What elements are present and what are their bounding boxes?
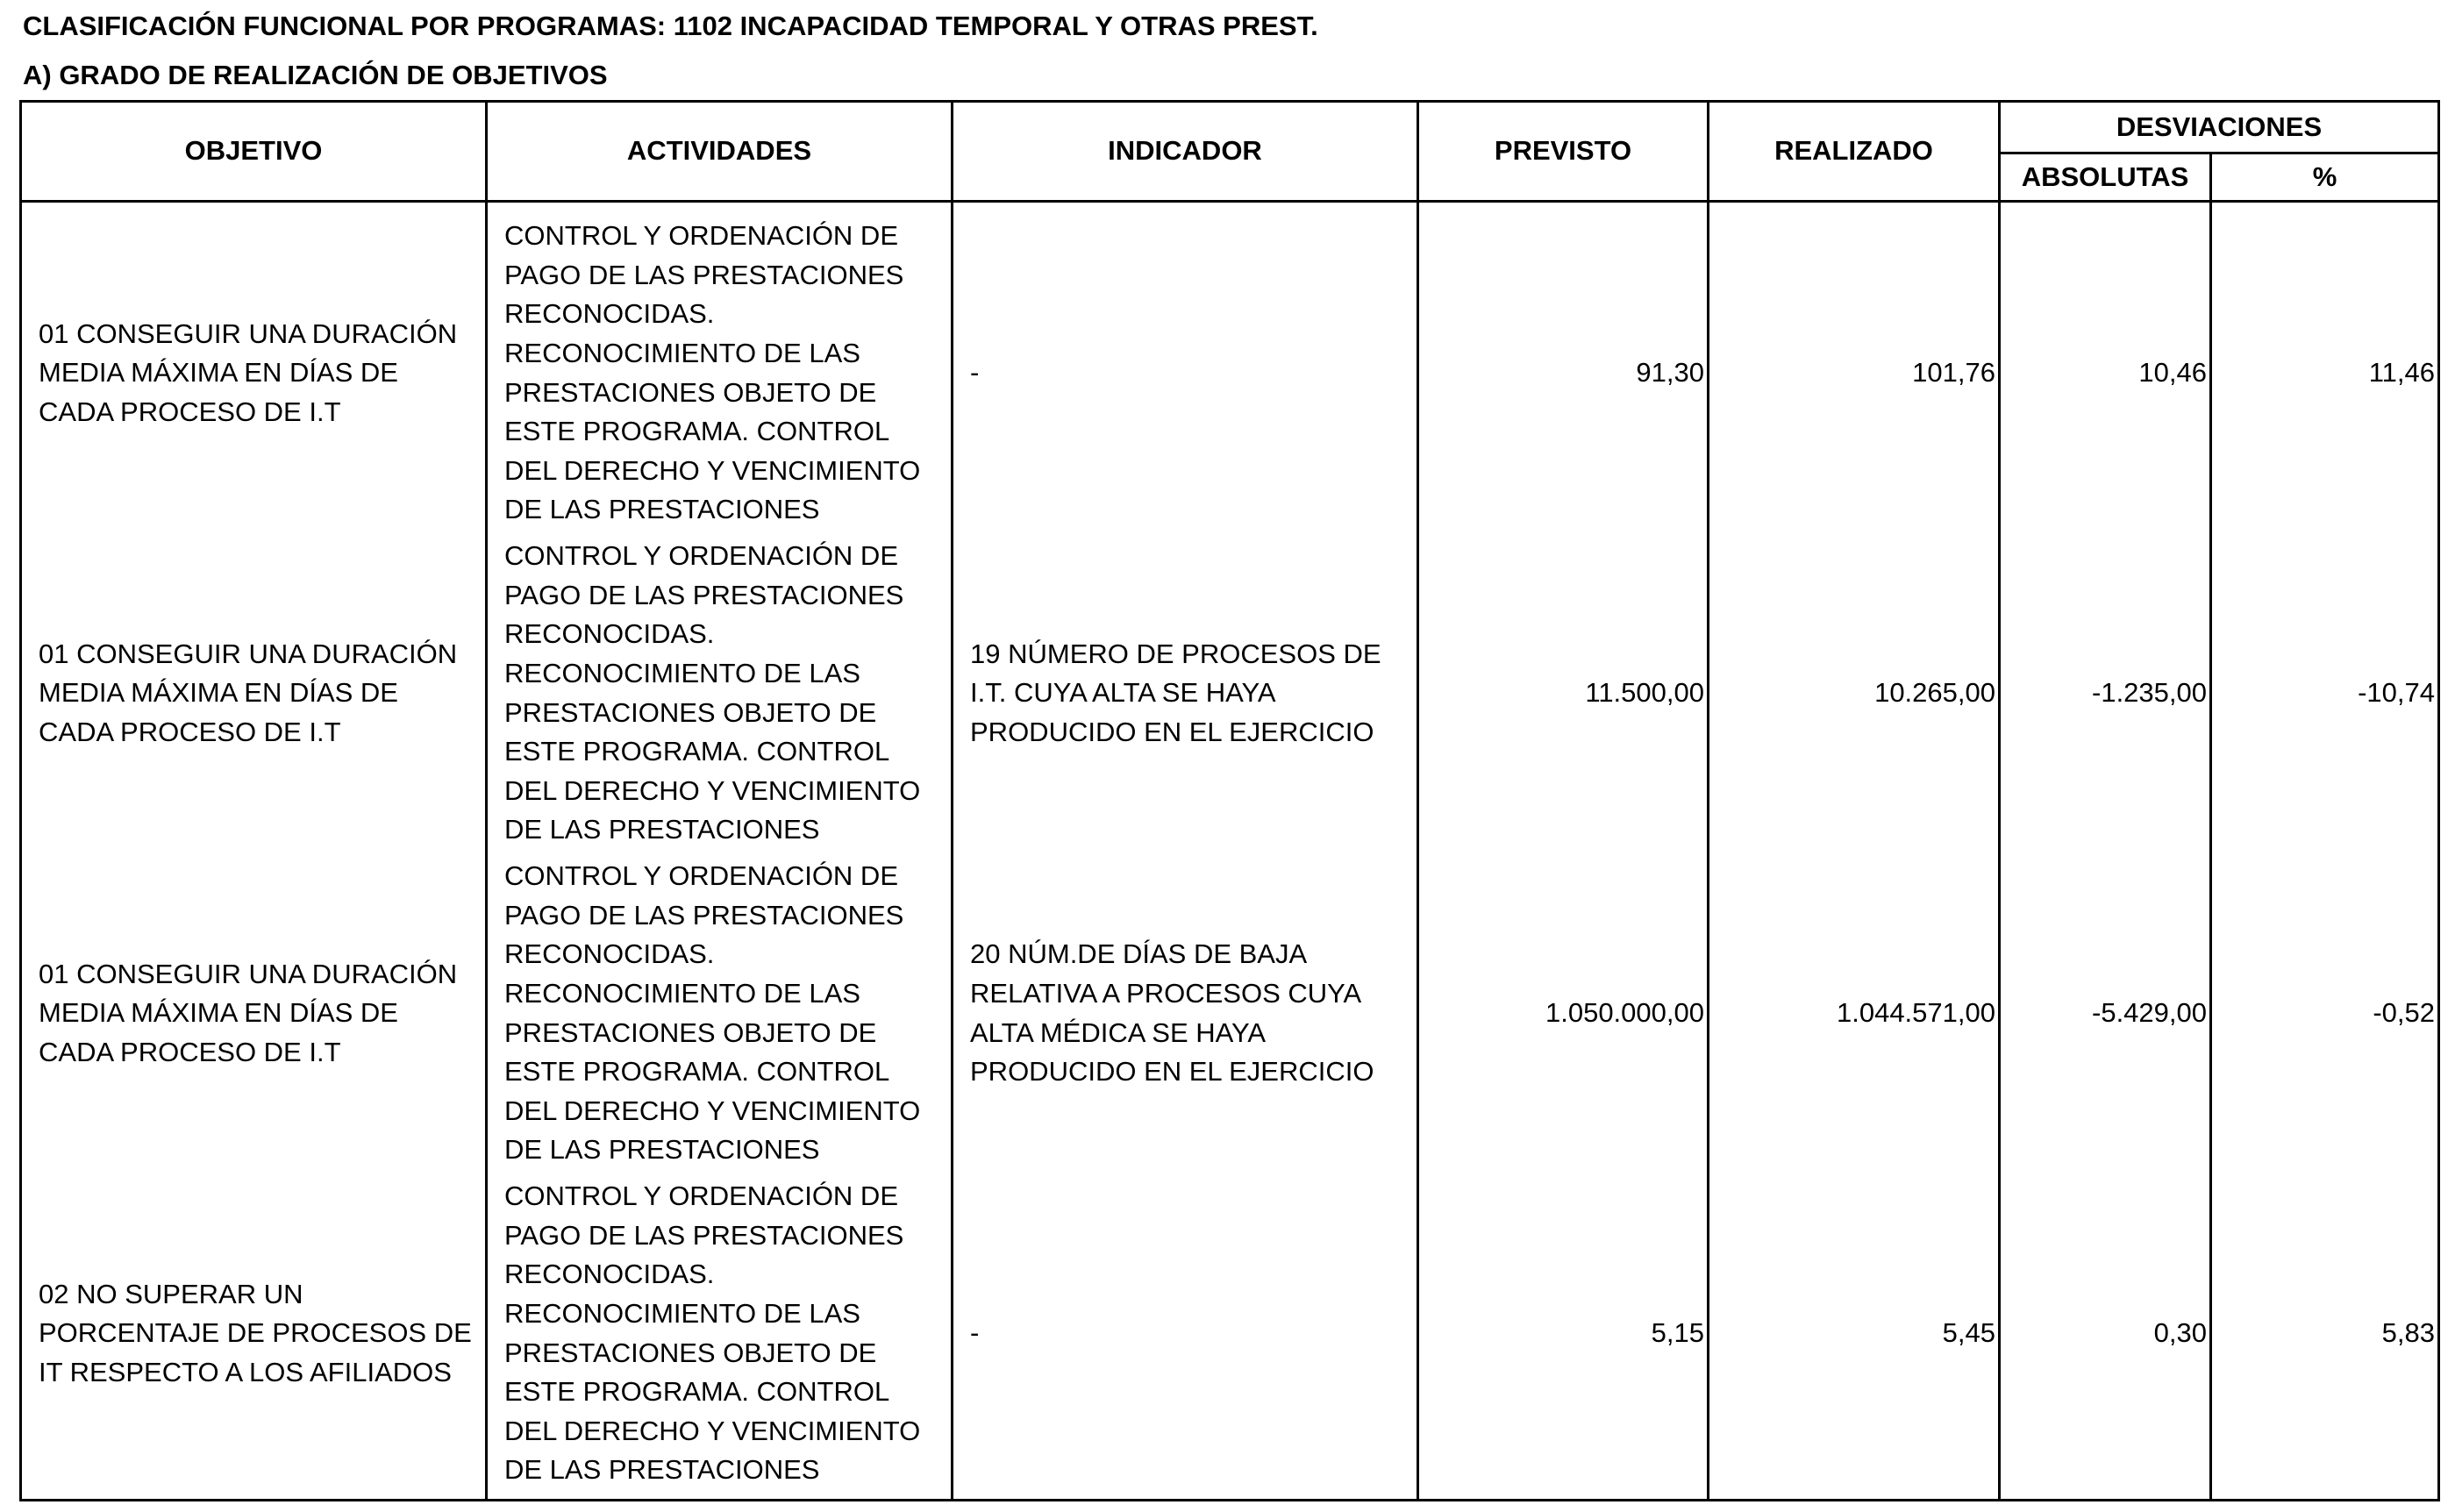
cell-previsto: 1.050.000,00 bbox=[1418, 853, 1709, 1173]
table-row bbox=[21, 533, 2439, 853]
cell-absolutas: -5.429,00 bbox=[2000, 853, 2211, 1173]
cell-indicador: - bbox=[953, 1173, 1418, 1501]
cell-porcentaje: 11,46 bbox=[2211, 202, 2439, 534]
cell-indicador: - bbox=[953, 202, 1418, 534]
cell-previsto: 11.500,00 bbox=[1418, 533, 1709, 853]
cell-realizado: 1.044.571,00 bbox=[1709, 853, 2000, 1173]
header-indicador: INDICADOR bbox=[953, 102, 1418, 202]
cell-indicador: 19 NÚMERO DE PROCESOS DE I.T. CUYA ALTA SE HAYA PRODUCIDO EN EL EJERCICIO bbox=[953, 533, 1418, 853]
cell-previsto: 5,15 bbox=[1418, 1173, 1709, 1501]
header-porcentaje: % bbox=[2211, 153, 2439, 202]
cell-objetivo: 01 CONSEGUIR UNA DURACIÓN MEDIA MÁXIMA EN DÍAS DE CADA PROCESO DE I.T bbox=[21, 533, 487, 853]
table-row bbox=[21, 853, 2439, 1173]
cell-objetivo: 02 NO SUPERAR UN PORCENTAJE DE PROCESOS DE IT RESPECTO A LOS AFILIADOS bbox=[21, 1173, 487, 1501]
cell-actividades: CONTROL Y ORDENACIÓN DE PAGO DE LAS PRESTACIONES RECONOCIDAS. RECONOCIMIENTO DE LAS PRESTACIONES OBJETO DE ESTE PROGRAMA. CONTROL DEL DERECHO Y VENCIMIENTO DE LAS PRESTACIONES bbox=[487, 853, 953, 1173]
header-objetivo: OBJETIVO bbox=[21, 102, 487, 202]
cell-absolutas: 10,46 bbox=[2000, 202, 2211, 534]
document-title: CLASIFICACIÓN FUNCIONAL POR PROGRAMAS: 1102 INCAPACIDAD TEMPORAL Y OTRAS PREST. bbox=[23, 11, 1318, 41]
table-row bbox=[21, 1173, 2439, 1501]
cell-objetivo: 01 CONSEGUIR UNA DURACIÓN MEDIA MÁXIMA EN DÍAS DE CADA PROCESO DE I.T bbox=[21, 853, 487, 1173]
cell-actividades: CONTROL Y ORDENACIÓN DE PAGO DE LAS PRESTACIONES RECONOCIDAS. RECONOCIMIENTO DE LAS PRESTACIONES OBJETO DE ESTE PROGRAMA. CONTROL DEL DERECHO Y VENCIMIENTO DE LAS PRESTACIONES bbox=[487, 202, 953, 534]
header-actividades: ACTIVIDADES bbox=[487, 102, 953, 202]
header-absolutas: ABSOLUTAS bbox=[2000, 153, 2211, 202]
cell-porcentaje: -10,74 bbox=[2211, 533, 2439, 853]
header-previsto: PREVISTO bbox=[1418, 102, 1709, 202]
cell-actividades: CONTROL Y ORDENACIÓN DE PAGO DE LAS PRESTACIONES RECONOCIDAS. RECONOCIMIENTO DE LAS PRESTACIONES OBJETO DE ESTE PROGRAMA. CONTROL DEL DERECHO Y VENCIMIENTO DE LAS PRESTACIONES bbox=[487, 533, 953, 853]
header-row bbox=[21, 102, 2439, 153]
cell-objetivo: 01 CONSEGUIR UNA DURACIÓN MEDIA MÁXIMA EN DÍAS DE CADA PROCESO DE I.T bbox=[21, 202, 487, 534]
cell-realizado: 10.265,00 bbox=[1709, 533, 2000, 853]
cell-realizado: 101,76 bbox=[1709, 202, 2000, 534]
cell-previsto: 91,30 bbox=[1418, 202, 1709, 534]
section-title: A) GRADO DE REALIZACIÓN DE OBJETIVOS bbox=[23, 60, 608, 90]
cell-porcentaje: 5,83 bbox=[2211, 1173, 2439, 1501]
objectives-table bbox=[19, 100, 2440, 1501]
header-realizado: REALIZADO bbox=[1709, 102, 2000, 202]
cell-absolutas: -1.235,00 bbox=[2000, 533, 2211, 853]
cell-porcentaje: -0,52 bbox=[2211, 853, 2439, 1173]
cell-indicador: 20 NÚM.DE DÍAS DE BAJA RELATIVA A PROCESOS CUYA ALTA MÉDICA SE HAYA PRODUCIDO EN EL EJERCICIO bbox=[953, 853, 1418, 1173]
table-row bbox=[21, 202, 2439, 534]
cell-absolutas: 0,30 bbox=[2000, 1173, 2211, 1501]
cell-actividades: CONTROL Y ORDENACIÓN DE PAGO DE LAS PRESTACIONES RECONOCIDAS. RECONOCIMIENTO DE LAS PRESTACIONES OBJETO DE ESTE PROGRAMA. CONTROL DEL DERECHO Y VENCIMIENTO DE LAS PRESTACIONES bbox=[487, 1173, 953, 1501]
cell-realizado: 5,45 bbox=[1709, 1173, 2000, 1501]
header-desviaciones: DESVIACIONES bbox=[2000, 102, 2439, 153]
